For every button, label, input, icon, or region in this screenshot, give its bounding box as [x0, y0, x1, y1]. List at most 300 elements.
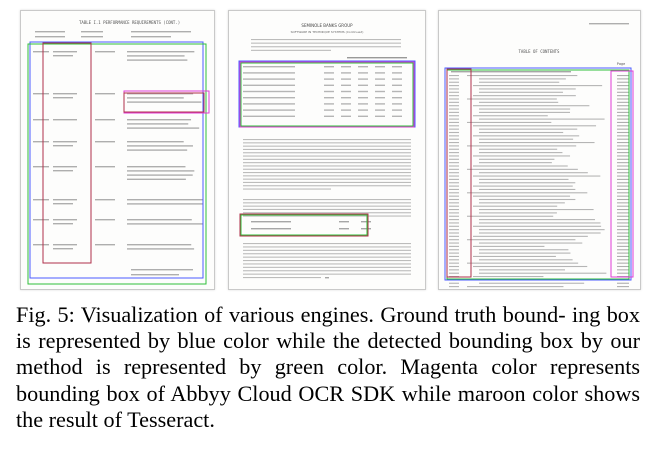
- text-line: [341, 85, 351, 86]
- text-line: [449, 182, 459, 183]
- text-line: [479, 249, 568, 250]
- text-line: [617, 152, 629, 153]
- text-line: [339, 228, 349, 229]
- text-line: [127, 170, 194, 171]
- text-line: [243, 212, 411, 213]
- text-line: [53, 199, 77, 200]
- text-line: [449, 165, 459, 166]
- text-line: [35, 36, 65, 37]
- text-line: [361, 221, 371, 222]
- text-line: [449, 129, 459, 130]
- text-line: [243, 172, 411, 173]
- text-line: [131, 274, 179, 275]
- text-line: [473, 206, 557, 207]
- text-line: [53, 219, 77, 220]
- text-line: [473, 196, 570, 197]
- panel-journal-page-scan: [228, 10, 426, 290]
- text-line: [33, 119, 49, 120]
- text-line: [95, 199, 115, 200]
- text-line: [243, 274, 411, 275]
- text-line: [324, 103, 334, 104]
- text-line: [473, 115, 548, 116]
- text-line: [479, 82, 559, 83]
- text-line: [617, 119, 629, 120]
- text-line: [617, 182, 629, 183]
- scan-page-3-header: TABLE OF CONTENTS: [518, 49, 560, 54]
- text-line: [617, 149, 629, 150]
- text-line: [33, 219, 49, 220]
- text-line: [473, 125, 596, 126]
- text-line: [243, 216, 411, 217]
- text-line: [617, 236, 629, 237]
- text-line: [243, 116, 295, 117]
- text-line: [53, 248, 73, 249]
- text-line: [467, 169, 578, 170]
- text-line: [53, 170, 73, 171]
- text-line: [358, 116, 368, 117]
- text-line: [473, 105, 589, 106]
- text-line: [392, 66, 402, 67]
- text-line: [479, 269, 565, 270]
- text-line: [324, 72, 334, 73]
- text-line: [617, 283, 629, 284]
- text-line: [467, 192, 587, 193]
- text-line: [617, 75, 629, 76]
- text-line: [617, 222, 629, 223]
- text-line: [479, 253, 570, 254]
- text-line: [341, 72, 351, 73]
- text-line: [243, 263, 411, 264]
- text-line: [449, 172, 459, 173]
- text-line: [243, 103, 295, 104]
- scan-page-1: [21, 11, 214, 289]
- text-line: [473, 95, 576, 96]
- text-line: [479, 283, 584, 284]
- text-line: [479, 109, 570, 110]
- text-line: [451, 71, 571, 72]
- text-line: [375, 109, 385, 110]
- text-line: [449, 196, 459, 197]
- text-line: [243, 206, 411, 207]
- text-line: [617, 192, 629, 193]
- text-line: [617, 165, 629, 166]
- text-line: [449, 209, 459, 210]
- text-line: [243, 175, 411, 176]
- text-line: [243, 156, 411, 157]
- text-line: [127, 219, 192, 220]
- text-line: [617, 266, 629, 267]
- text-line: [617, 226, 629, 227]
- text-line: [449, 239, 459, 240]
- text-line: [53, 55, 73, 56]
- tesseract-box: [240, 214, 368, 236]
- text-line: [617, 92, 629, 93]
- text-line: [375, 91, 385, 92]
- text-line: [325, 277, 329, 278]
- text-line: [479, 259, 573, 260]
- text-line: [467, 263, 578, 264]
- scan-page-2-textlines: [243, 39, 411, 278]
- text-line: [467, 122, 551, 123]
- text-line: [127, 223, 203, 224]
- caption-line-4: Magenta color represents bounding box of Abbyy Cloud OCR: [16, 354, 640, 406]
- text-line: [617, 249, 629, 250]
- text-line: [617, 88, 629, 89]
- text-line: [479, 212, 557, 213]
- text-line: [473, 135, 579, 136]
- text-line: [617, 206, 629, 207]
- tesseract-box: [43, 43, 91, 263]
- text-line: [53, 145, 73, 146]
- text-line: [473, 85, 602, 86]
- text-line: [375, 103, 385, 104]
- text-line: [449, 269, 459, 270]
- text-line: [53, 223, 73, 224]
- text-line: [127, 248, 194, 249]
- text-line: [243, 270, 411, 271]
- text-line: [479, 88, 576, 89]
- text-line: [358, 97, 368, 98]
- text-line: [243, 142, 411, 143]
- text-line: [617, 286, 629, 287]
- text-line: [449, 159, 459, 160]
- text-line: [251, 46, 401, 47]
- text-line: [449, 102, 459, 103]
- text-line: [324, 66, 334, 67]
- text-line: [449, 119, 459, 120]
- text-line: [449, 75, 459, 76]
- text-line: [243, 169, 411, 170]
- text-line: [473, 246, 544, 247]
- caption-line-5: SDK while maroon color shows the result of Tesseract.: [16, 380, 640, 432]
- text-line: [617, 216, 629, 217]
- text-line: [243, 72, 295, 73]
- text-line: [243, 146, 411, 147]
- scan-page-1-boxes: [28, 42, 209, 284]
- text-line: [617, 232, 629, 233]
- text-line: [375, 97, 385, 98]
- text-line: [127, 101, 201, 102]
- text-line: [243, 97, 295, 98]
- text-line: [339, 221, 349, 222]
- text-line: [243, 139, 411, 140]
- text-line: [479, 132, 563, 133]
- text-line: [617, 129, 629, 130]
- text-line: [131, 31, 191, 32]
- scan-page-2-subheader: SOFTWARE IN TECHNIQUE SYSTEMS (Continued): [290, 30, 364, 34]
- text-line: [33, 51, 49, 52]
- text-line: [95, 51, 115, 52]
- text-line: [479, 219, 595, 220]
- text-line: [358, 78, 368, 79]
- text-line: [243, 91, 295, 92]
- text-line: [127, 141, 184, 142]
- text-line: [617, 259, 629, 260]
- text-line: [479, 92, 563, 93]
- text-line: [127, 119, 191, 120]
- text-line: [479, 152, 562, 153]
- text-line: [341, 78, 351, 79]
- text-line: [341, 66, 351, 67]
- text-line: [251, 228, 291, 229]
- text-line: [251, 50, 331, 51]
- text-line: [617, 82, 629, 83]
- text-line: [617, 105, 629, 106]
- text-line: [95, 141, 115, 142]
- text-line: [617, 256, 629, 257]
- text-line: [243, 202, 411, 203]
- text-line: [243, 78, 295, 79]
- text-line: [617, 239, 629, 240]
- text-line: [479, 209, 594, 210]
- text-line: [33, 93, 49, 94]
- text-line: [127, 149, 187, 150]
- scan-page-3: [439, 11, 640, 289]
- text-line: [479, 199, 575, 200]
- text-line: [127, 59, 187, 60]
- text-line: [449, 199, 459, 200]
- text-line: [449, 132, 459, 133]
- text-line: [479, 232, 601, 233]
- text-line: [95, 244, 115, 245]
- text-line: [243, 267, 411, 268]
- text-line: [347, 57, 407, 58]
- text-line: [473, 276, 543, 277]
- text-line: [131, 36, 171, 37]
- text-line: [243, 257, 411, 258]
- text-line: [467, 145, 576, 146]
- text-line: [479, 182, 575, 183]
- text-line: [243, 246, 411, 247]
- text-line: [473, 165, 568, 166]
- text-line: [324, 116, 334, 117]
- scan-page-1-textlines: [33, 31, 203, 275]
- text-line: [473, 226, 601, 227]
- text-line: [243, 152, 411, 153]
- text-line: [449, 82, 459, 83]
- text-line: [95, 166, 115, 167]
- text-line: [617, 199, 629, 200]
- text-line: [449, 212, 459, 213]
- text-line: [449, 202, 459, 203]
- text-line: [324, 109, 334, 110]
- text-line: [324, 97, 334, 98]
- text-line: [479, 229, 605, 230]
- text-line: [127, 55, 185, 56]
- text-line: [53, 97, 73, 98]
- text-line: [617, 135, 629, 136]
- text-line: [617, 102, 629, 103]
- scan-page-2-header: SEMINOLE BANKS GROUP: [301, 23, 353, 28]
- text-line: [473, 186, 573, 187]
- text-line: [243, 277, 321, 278]
- figure-label: Fig. 5:: [16, 302, 75, 327]
- text-line: [392, 85, 402, 86]
- text-line: [617, 202, 629, 203]
- text-line: [243, 189, 331, 190]
- text-line: [449, 219, 459, 220]
- text-line: [341, 103, 351, 104]
- text-line: [449, 88, 459, 89]
- text-line: [392, 116, 402, 117]
- text-line: [617, 155, 629, 156]
- text-line: [479, 162, 552, 163]
- text-line: [479, 202, 565, 203]
- text-line: [341, 109, 351, 110]
- scan-page-3-textlines: [449, 23, 629, 287]
- text-line: [358, 103, 368, 104]
- text-line: [449, 155, 459, 156]
- text-line: [449, 169, 459, 170]
- text-line: [243, 243, 411, 244]
- text-line: [473, 256, 556, 257]
- text-line: [449, 249, 459, 250]
- text-line: [479, 273, 606, 274]
- text-line: [617, 189, 629, 190]
- text-line: [467, 216, 553, 217]
- text-line: [243, 260, 411, 261]
- text-line: [127, 244, 191, 245]
- text-line: [449, 259, 459, 260]
- text-line: [341, 91, 351, 92]
- text-line: [617, 196, 629, 197]
- text-line: [449, 98, 459, 99]
- text-line: [33, 166, 49, 167]
- text-line: [473, 266, 587, 267]
- text-line: [449, 266, 459, 267]
- text-line: [479, 179, 568, 180]
- text-line: [35, 31, 65, 32]
- text-line: [617, 253, 629, 254]
- text-line: [617, 246, 629, 247]
- text-line: [53, 51, 77, 52]
- text-line: [479, 142, 595, 143]
- text-line: [392, 109, 402, 110]
- text-line: [243, 165, 411, 166]
- text-line: [617, 263, 629, 264]
- text-line: [617, 109, 629, 110]
- text-line: [449, 186, 459, 187]
- text-line: [33, 199, 49, 200]
- text-line: [449, 142, 459, 143]
- text-line: [479, 189, 575, 190]
- text-line: [392, 103, 402, 104]
- text-line: [81, 31, 103, 32]
- text-line: [358, 85, 368, 86]
- text-line: [127, 203, 203, 204]
- text-line: [617, 78, 629, 79]
- text-line: [479, 159, 554, 160]
- text-line: [53, 203, 73, 204]
- text-line: [479, 149, 557, 150]
- text-line: [617, 98, 629, 99]
- text-line: [449, 112, 459, 113]
- text-line: [53, 141, 77, 142]
- our-method-box: [447, 70, 629, 279]
- text-line: [375, 116, 385, 117]
- text-line: [449, 222, 459, 223]
- caption-line-1: Visualization of various engines. Ground truth bound-: [80, 302, 566, 327]
- text-line: [449, 145, 459, 146]
- text-line: [449, 236, 459, 237]
- text-line: [617, 243, 629, 244]
- text-line: [449, 162, 459, 163]
- text-line: [617, 139, 629, 140]
- text-line: [479, 129, 577, 130]
- text-line: [127, 179, 186, 180]
- text-line: [449, 105, 459, 106]
- text-line: [617, 159, 629, 160]
- text-line: [449, 286, 459, 287]
- text-line: [243, 179, 411, 180]
- text-line: [449, 226, 459, 227]
- text-line: [589, 23, 629, 24]
- text-line: [473, 236, 588, 237]
- scan-page-3-subheader: Page: [616, 62, 626, 66]
- text-line: [617, 169, 629, 170]
- text-line: [358, 72, 368, 73]
- text-line: [81, 36, 103, 37]
- text-line: [617, 172, 629, 173]
- text-line: [617, 115, 629, 116]
- text-line: [53, 244, 77, 245]
- text-line: [243, 66, 295, 67]
- text-line: [324, 78, 334, 79]
- text-line: [617, 95, 629, 96]
- text-line: [449, 115, 459, 116]
- text-line: [243, 149, 411, 150]
- text-line: [617, 273, 629, 274]
- text-line: [127, 145, 193, 146]
- text-line: [617, 142, 629, 143]
- text-line: [127, 51, 194, 52]
- text-line: [449, 246, 459, 247]
- caption-line-2: ing box is represented by blue color while the detected: [16, 302, 640, 354]
- text-line: [449, 189, 459, 190]
- text-line: [617, 145, 629, 146]
- text-line: [617, 219, 629, 220]
- text-line: [617, 176, 629, 177]
- text-line: [449, 109, 459, 110]
- text-line: [449, 95, 459, 96]
- text-line: [375, 66, 385, 67]
- text-line: [449, 122, 459, 123]
- text-line: [243, 185, 411, 186]
- text-line: [449, 229, 459, 230]
- text-line: [243, 209, 411, 210]
- text-line: [33, 141, 49, 142]
- text-line: [479, 78, 566, 79]
- text-line: [449, 85, 459, 86]
- text-line: [243, 182, 411, 183]
- text-line: [358, 109, 368, 110]
- text-line: [243, 199, 411, 200]
- text-line: [617, 122, 629, 123]
- text-line: [449, 78, 459, 79]
- text-line: [251, 39, 401, 40]
- our-method-box: [241, 215, 367, 235]
- text-line: [467, 75, 577, 76]
- text-line: [324, 85, 334, 86]
- text-line: [243, 109, 295, 110]
- text-line: [53, 119, 77, 120]
- text-line: [479, 222, 601, 223]
- text-line: [449, 125, 459, 126]
- text-line: [617, 179, 629, 180]
- text-line: [375, 85, 385, 86]
- text-line: [358, 66, 368, 67]
- text-line: [95, 93, 115, 94]
